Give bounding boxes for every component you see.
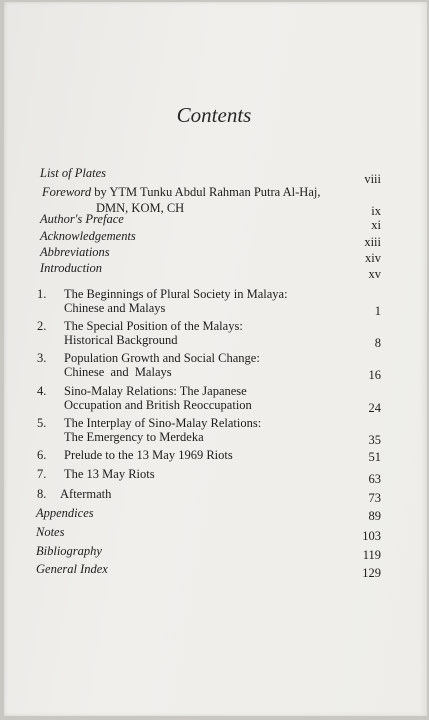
toc-chapter-6 — [4, 448, 429, 466]
entry-page: ix — [371, 204, 381, 218]
chapter-title-line1: The Beginnings of Plural Society in Malaya: — [64, 287, 288, 301]
toc-entry-notes — [4, 525, 429, 543]
entry-title: Author's Preface — [40, 212, 124, 226]
toc-chapter-8 — [4, 487, 429, 505]
entry-title — [42, 185, 321, 199]
toc-chapter-2 — [4, 319, 429, 355]
chapter-page: 24 — [368, 401, 381, 415]
book-page — [4, 2, 427, 716]
entry-page: xv — [368, 267, 381, 281]
entry-title: Notes — [36, 525, 65, 539]
chapter-page: 8 — [374, 336, 381, 350]
entry-page: 119 — [362, 548, 381, 562]
chapter-number: 8. — [37, 487, 47, 501]
chapter-number: 6. — [37, 448, 47, 462]
chapter-title-line1: The Special Position of the Malays: — [64, 319, 243, 333]
chapter-title-line2: The Emergency to Merdeka — [64, 430, 204, 444]
chapter-title-line1: Aftermath — [60, 487, 112, 501]
toc-chapter-1 — [4, 287, 429, 323]
chapter-title-line1: Sino-Malay Relations: The Japanese — [64, 384, 247, 398]
chapter-number: 5. — [37, 416, 47, 430]
toc-entry-general-index — [4, 562, 429, 580]
entry-page: 129 — [362, 566, 381, 580]
toc-entry-appendices — [4, 506, 429, 524]
chapter-title-line1: The 13 May Riots — [64, 467, 155, 481]
toc-chapter-4 — [4, 384, 429, 420]
entry-title: Abbreviations — [40, 245, 110, 259]
entry-title-rest: by YTM Tunku Abdul Rahman Putra Al-Haj, — [91, 185, 321, 199]
entry-title: General Index — [36, 562, 108, 576]
entry-page: viii — [364, 172, 381, 186]
toc-entry-authors-preface — [4, 212, 429, 230]
chapter-page: 63 — [368, 472, 381, 486]
chapter-title-line1: Population Growth and Social Change: — [64, 351, 260, 365]
chapter-number: 2. — [37, 319, 47, 333]
toc-entry-introduction — [4, 261, 429, 279]
toc-chapter-3 — [4, 351, 429, 387]
entry-title: List of Plates — [40, 166, 106, 180]
chapter-title-line2: Occupation and British Reoccupation — [64, 398, 252, 412]
chapter-title-line2: Historical Background — [64, 333, 178, 347]
chapter-page: 35 — [368, 433, 381, 447]
entry-page: xiv — [365, 251, 381, 265]
chapter-title-line1: The Interplay of Sino-Malay Relations: — [64, 416, 262, 430]
toc-chapter-7 — [4, 467, 429, 485]
entry-title: Appendices — [36, 506, 94, 520]
toc-chapter-5 — [4, 416, 429, 452]
chapter-title-line2: Chinese and Malays — [64, 365, 172, 379]
chapter-number: 4. — [37, 384, 47, 398]
chapter-number: 1. — [37, 287, 47, 301]
entry-page: xi — [371, 218, 381, 232]
toc-entry-list-of-plates — [4, 166, 429, 184]
entry-title-line2: DMN, KOM, CH — [96, 201, 185, 215]
entry-title: Introduction — [40, 261, 103, 275]
entry-page: 103 — [362, 529, 381, 543]
chapter-page: 16 — [368, 368, 381, 382]
toc-entry-bibliography — [4, 544, 429, 562]
entry-title: Acknowledgements — [40, 229, 136, 243]
chapter-title-line1: Prelude to the 13 May 1969 Riots — [64, 448, 233, 462]
chapter-page: 1 — [374, 304, 381, 318]
entry-title-italic: Foreword — [42, 185, 92, 199]
chapter-title-line2: Chinese and Malays — [64, 301, 166, 315]
chapter-number: 3. — [37, 351, 47, 365]
entry-title: Bibliography — [36, 544, 102, 558]
chapter-page: 73 — [368, 491, 381, 505]
page-title: Contents — [176, 103, 252, 127]
chapter-page: 51 — [368, 450, 381, 464]
entry-page: xiii — [364, 235, 381, 249]
entry-page: 89 — [368, 509, 381, 523]
chapter-number: 7. — [37, 467, 47, 481]
